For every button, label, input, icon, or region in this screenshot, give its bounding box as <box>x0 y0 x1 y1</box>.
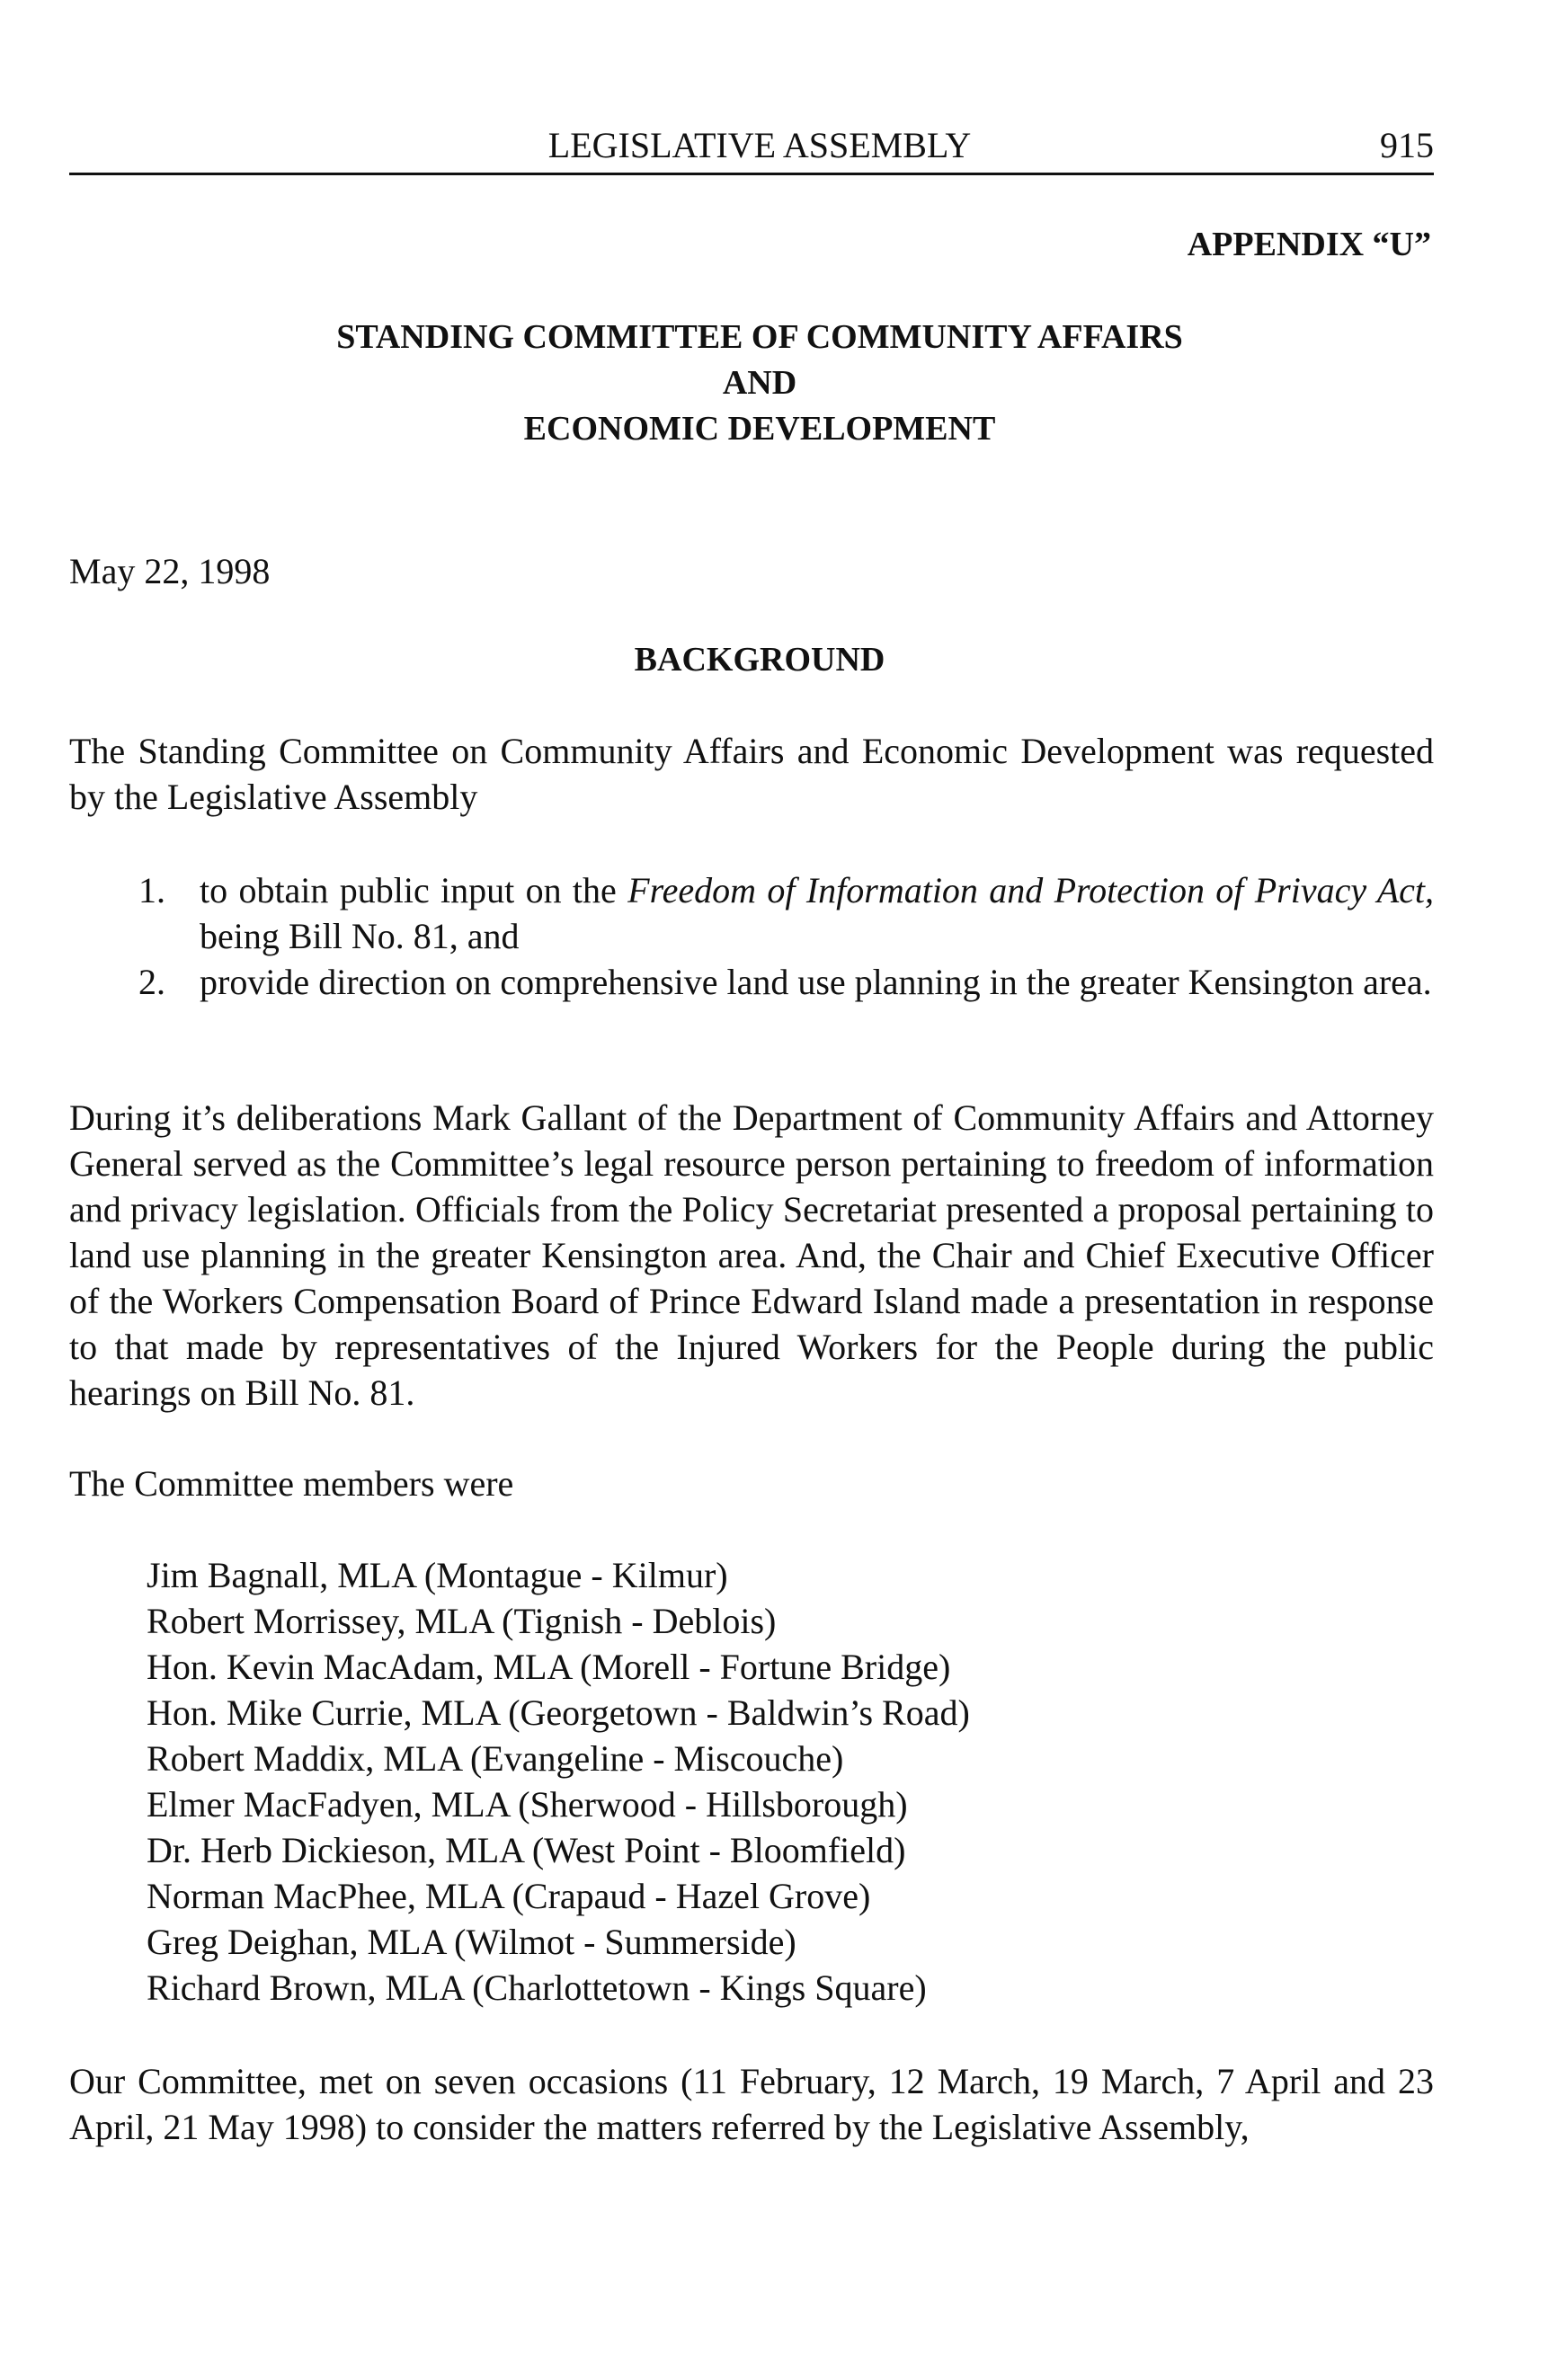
list-item-number: 1. <box>138 870 165 910</box>
request-list <box>69 867 1434 1005</box>
act-title: Freedom of Information and Protection of Privacy Act, <box>627 870 1434 910</box>
list-item-text: provide direction on comprehensive land use planning in the greater Kensington area. <box>200 962 1432 1002</box>
member-item: Hon. Mike Currie, MLA (Georgetown - Baldwin’s Road) <box>147 1692 970 1733</box>
committee-title-line: STANDING COMMITTEE OF COMMUNITY AFFAIRS <box>336 318 1183 356</box>
section-heading: BACKGROUND <box>634 641 885 679</box>
member-item: Jim Bagnall, MLA (Montague - Kilmur) <box>147 1555 728 1595</box>
list-item-text: to obtain public input on the <box>200 870 628 910</box>
committee-title-line: ECONOMIC DEVELOPMENT <box>523 410 996 448</box>
deliberations-paragraph: During it’s deliberations Mark Gallant of the Department of Community Affairs and Attorney General served as the Committee’s legal resource person pertaining to freedom of information and privacy legislation. Officials from the Policy Secretariat presented a proposal pertaining to land use planning in the greater Kensington area. And, the Chair and Chief Executive Officer of the Workers Compensation Board of Prince Edward Island made a presentation in response to that made by representatives of the Injured Workers for the People during the public hearings on Bill No. 81. <box>69 1097 1434 1413</box>
document-date: May 22, 1998 <box>69 551 271 591</box>
header-rule <box>69 173 1434 175</box>
member-item: Robert Morrissey, MLA (Tignish - Deblois) <box>147 1601 777 1641</box>
member-item: Robert Maddix, MLA (Evangeline - Miscouche) <box>147 1738 844 1779</box>
list-item <box>69 959 1434 1005</box>
committee-title <box>0 315 1519 452</box>
member-item: Hon. Kevin MacAdam, MLA (Morell - Fortune Bridge) <box>147 1647 951 1687</box>
list-item-text: being Bill No. 81, and <box>200 916 520 956</box>
member-item: Elmer MacFadyen, MLA (Sherwood - Hillsborough) <box>147 1784 908 1825</box>
appendix-label: APPENDIX “U” <box>1187 226 1431 263</box>
intro-paragraph: The Standing Committee on Community Affairs and Economic Development was requested by the Legislative Assembly <box>69 731 1434 817</box>
list-item-number: 2. <box>138 962 165 1002</box>
member-list <box>147 1552 970 2011</box>
member-item: Norman MacPhee, MLA (Crapaud - Hazel Grove) <box>147 1876 871 1916</box>
member-item: Greg Deighan, MLA (Wilmot - Summerside) <box>147 1922 796 1962</box>
closing-paragraph: Our Committee, met on seven occasions (11 February, 12 March, 19 March, 7 April and 23 April, 21 May 1998) to consider the matters referred by the Legislative Assembly, <box>69 2061 1434 2147</box>
page-number: 915 <box>1380 125 1434 165</box>
list-item <box>69 867 1434 959</box>
running-header-title: LEGISLATIVE ASSEMBLY <box>547 125 972 165</box>
member-item: Richard Brown, MLA (Charlottetown - Kings Square) <box>147 1967 927 2008</box>
member-item: Dr. Herb Dickieson, MLA (West Point - Bloomfield) <box>147 1830 906 1870</box>
members-intro: The Committee members were <box>69 1463 514 1504</box>
committee-title-line: AND <box>722 364 797 402</box>
